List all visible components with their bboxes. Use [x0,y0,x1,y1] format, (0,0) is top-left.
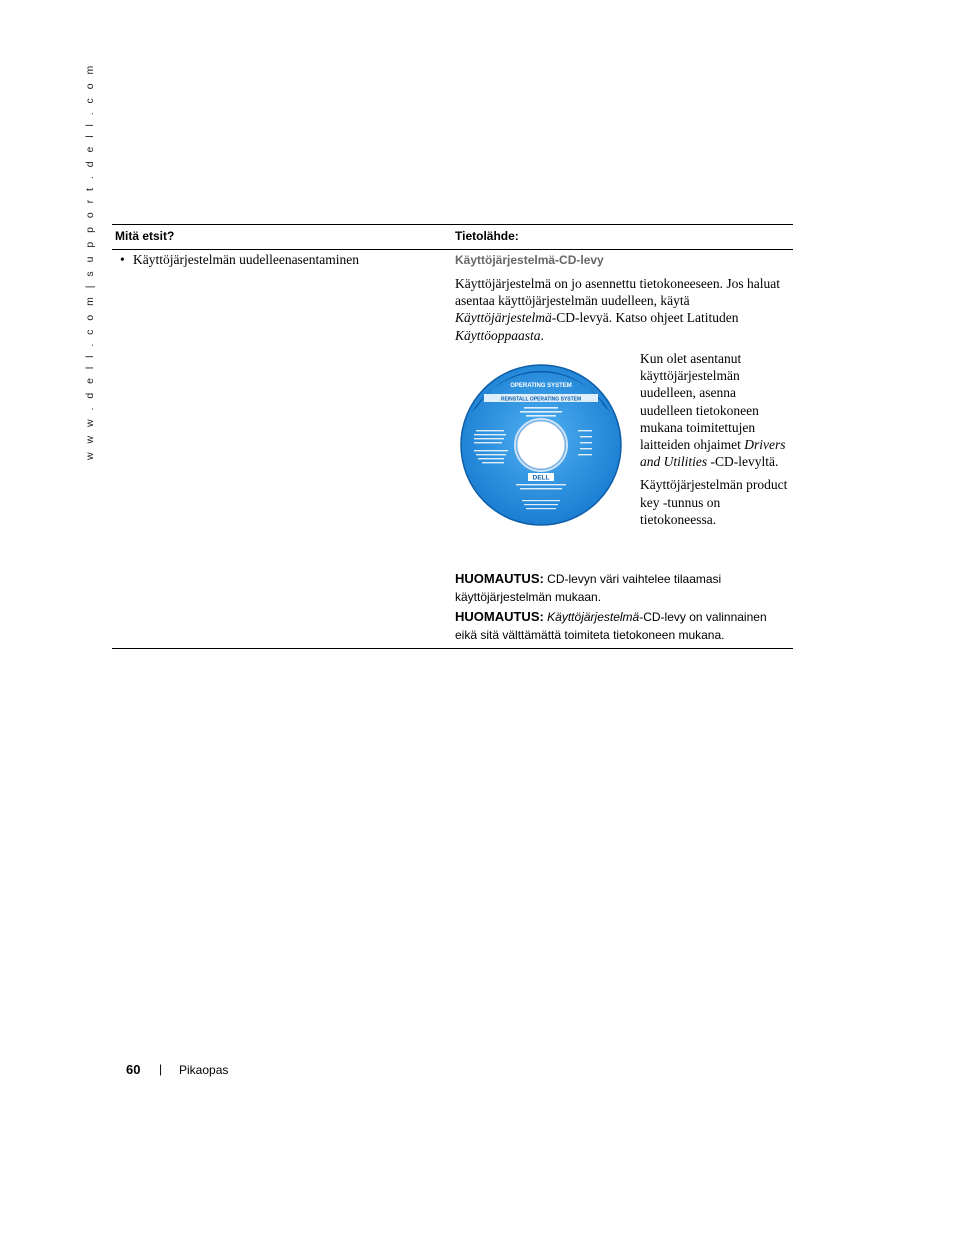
header-what: Mitä etsit? [115,229,175,243]
table-header [112,225,793,249]
note-text: CD-levyn väri vaihtelee tilaamasi käyttöjärjestelmän mukaan. [455,572,722,604]
bullet-text: Käyttöjärjestelmän uudelleenasentaminen [133,252,360,267]
para-text-2: -CD-levyä. Katso ohjeet Latituden [551,310,739,326]
para-italic-1: Käyttöjärjestelmä [455,310,552,326]
header-source: Tietolähde: [455,229,519,243]
note-label: HUOMAUTUS: [455,609,544,624]
cd-disc-image [458,362,624,528]
side-paragraph [640,350,790,528]
note-cd-optional [455,608,790,644]
info-table [112,224,793,649]
side-text-product-key: Käyttöjärjestelmän product key -tunnus on tietokoneessa. [640,477,788,527]
footer-title: Pikaopas [179,1063,229,1077]
source-paragraph [455,275,785,344]
para-text-1: Käyttöjärjestelmä on jo asennettu tietokoneeseen. Jos haluat asentaa käyttöjärjestelmän uudelleen, käytä [455,276,781,309]
source-title: Käyttöjärjestelmä-CD-levy [455,253,604,267]
page-number: 60 [126,1062,141,1077]
note-italic: Käyttöjärjestelmä [547,610,640,624]
cd-brand: DELL [532,474,550,482]
side-text-1: Kun olet asentanut käyttöjärjestelmän uudelleen, asenna uudelleen tietokoneen mukana toimitettujen laitteiden ohjaimet [640,351,759,453]
table-row [112,250,793,648]
footer-separator: | [159,1062,163,1076]
note-cd-color [455,570,790,606]
side-url: w w w . d e l l . c o m | s u p p o r t . d e l l . c o m [84,62,96,460]
note-text: -CD-levy on valinnainen eikä sitä välttämättä toimiteta tietokoneen mukana. [455,610,767,642]
bullet-mark: • [120,252,125,267]
note-label: HUOMAUTUS: [455,571,544,586]
para-italic-2: Käyttöoppaasta [455,327,541,343]
cd-title: OPERATING SYSTEM [510,383,572,389]
table-bottom-rule [112,648,793,649]
bullet-item [120,252,359,268]
para-text-3: . [540,327,544,343]
side-text-2: -CD-levyltä. [707,454,779,470]
side-italic-1: Drivers and Utilities [640,437,786,470]
cd-subtitle: REINSTALL OPERATING SYSTEM [500,396,582,403]
